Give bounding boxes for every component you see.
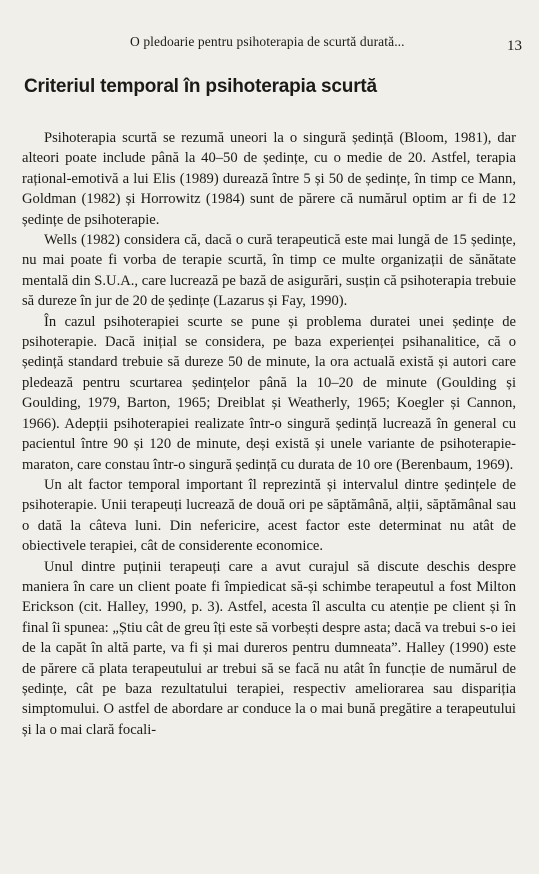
paragraph: Wells (1982) considera că, dacă o cură terapeutică este mai lungă de 15 ședințe, nu mai poate fi vorba de terapie scurtă, în timp ce multe organizații de sănătate mentală din S.U.A., care lucrează pe bază de asigurări, susțin că psihoterapia trebuie să dureze în jur de 20 de ședințe (Lazarus și Fay, 1990). bbox=[22, 232, 516, 310]
paragraph: Un alt factor temporal important îl reprezintă și intervalul dintre ședințele de psihoterapie. Unii terapeuți lucrează de două ori pe săptămână, alții, săptămânal sau o dată la câteva luni. Din nefericire, acest factor este determinat nu atât de obiectivele terapiei, cât de considerente economice. bbox=[22, 476, 516, 555]
paragraph: Psihoterapia scurtă se rezumă uneori la o singură ședință (Bloom, 1981), dar alteori poate include până la 40–50 de ședințe, cu o medie de 20. Astfel, terapia rațional-emotivă a lui Elis (1989) durează între 5 și 50 de ședințe, în timp ce Mann, Goldman (1982) și Horrowitz (1984) sunt de părere că numărul optim ar fi de 12 ședințe de psihoterapie. bbox=[22, 130, 516, 228]
page-number: 13 bbox=[507, 38, 522, 54]
body-text bbox=[22, 128, 516, 740]
paragraph: Unul dintre puținii terapeuți care a avut curajul să discute deschis despre maniera în care un client poate fi împiedicat să-și schimbe terapeutul a fost Milton Erickson (cit. Halley, 1990, p. 3). Astfel, acesta îl asculta cu atenție pe client și în final îi spunea: „Știu cât de greu îți este să vorbești despre asta; dacă va trebui s-o iei de la capăt în altă parte, va fi și mai dureros pentru dumneata”. Halley (1990) este de părere că plata terapeutului ar trebui să se facă nu atât în funcție de numărul de ședințe, cât pe baza rezultatului terapiei, respectiv ameliorarea sau dispariția simptomului. O astfel de abordare ar conduce la o mai bună pregătire a terapeutului și la o mai clară focali- bbox=[22, 558, 516, 738]
paragraph: În cazul psihoterapiei scurte se pune și problema duratei unei ședințe de psihoterapie. Dacă inițial se considera, pe baza experienței psihanalitice, că o ședință standard trebuie să dureze 50 de minute, la ora actuală există și autori care pledează pentru scurtarea ședințelor până la 10–20 de minute (Goulding și Goulding, 1979, Barton, 1965; Dreiblat și Weatherly, 1965; Koegler și Cannon, 1966). Adepții psihoterapiei realizate într-o singură ședință lucrează în general cu pacientul între 90 și 120 de minute, deși există și unele variante de psihoterapie-maraton, care constau într-o singură ședință cu durata de 10 ore (Berenbaum, 1969). bbox=[22, 313, 516, 473]
running-header: O pledoarie pentru psihoterapia de scurtă durată... bbox=[130, 34, 405, 49]
section-title: Criteriul temporal în psihoterapia scurtă bbox=[24, 76, 377, 97]
